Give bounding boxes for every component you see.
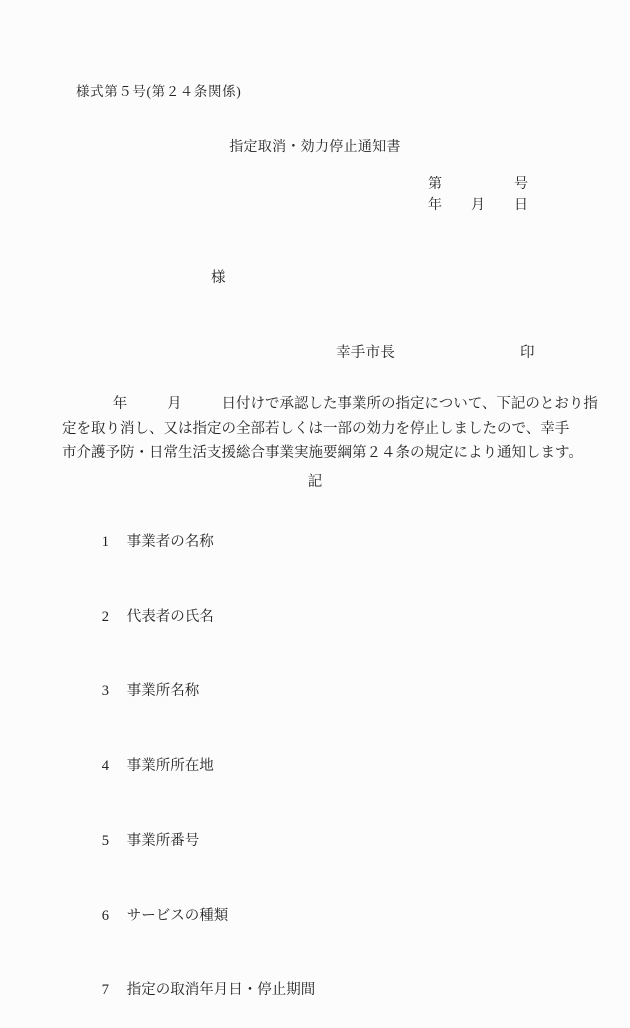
list-item <box>80 804 315 879</box>
date-year-label: 年 <box>428 198 442 213</box>
list-item-label: サービスの種類 <box>126 907 229 924</box>
list-item-label: 指定の取消年月日・停止期間 <box>126 982 316 999</box>
list-item-number: 4 <box>101 758 109 775</box>
addressee-honorific: 様 <box>211 270 226 286</box>
list-item-label: 事業者の名称 <box>126 533 214 550</box>
date-day-label: 日 <box>514 198 528 213</box>
item-list <box>80 505 315 1028</box>
list-item-number: 2 <box>101 608 109 625</box>
date-month-label: 月 <box>471 198 485 213</box>
list-item <box>80 505 315 580</box>
list-item <box>80 953 315 1028</box>
list-item <box>80 729 315 804</box>
body-paragraph <box>62 392 622 466</box>
seal-placeholder: 印 <box>520 345 535 361</box>
section-mark-ki: 記 <box>307 474 323 490</box>
body-line: 定を取り消し、又は指定の全部若しくは一部の効力を停止しましたので、幸手 <box>62 420 570 437</box>
list-item-number: 6 <box>101 907 109 924</box>
body-line: 市介護予防・日常生活支援総合事業実施要綱第２４条の規定により通知します。 <box>62 445 583 461</box>
list-item-number: 3 <box>101 683 109 700</box>
document-title: 指定取消・効力停止通知書 <box>229 140 401 155</box>
body-line: 年 月 日付けで承認した事業所の指定について、下記のとおり指 <box>62 396 598 412</box>
document-number-suffix: 号 <box>514 177 528 192</box>
document-number-prefix: 第 <box>428 177 442 192</box>
document-number-line <box>428 173 528 193</box>
list-item-number: 5 <box>101 832 109 849</box>
list-item-number: 7 <box>101 982 109 999</box>
list-item-label: 事業所所在地 <box>126 758 214 775</box>
list-item <box>80 654 315 729</box>
list-item-label: 代表者の氏名 <box>126 608 214 625</box>
issuer-name: 幸手市長 <box>336 345 396 361</box>
list-item <box>80 879 315 954</box>
list-item <box>80 580 315 655</box>
form-number-label: 様式第５号(第２４条関係) <box>76 84 242 99</box>
list-item-label: 事業所名称 <box>126 683 200 700</box>
list-item-label: 事業所番号 <box>126 832 200 849</box>
list-item-number: 1 <box>101 533 109 550</box>
date-line <box>428 194 528 214</box>
